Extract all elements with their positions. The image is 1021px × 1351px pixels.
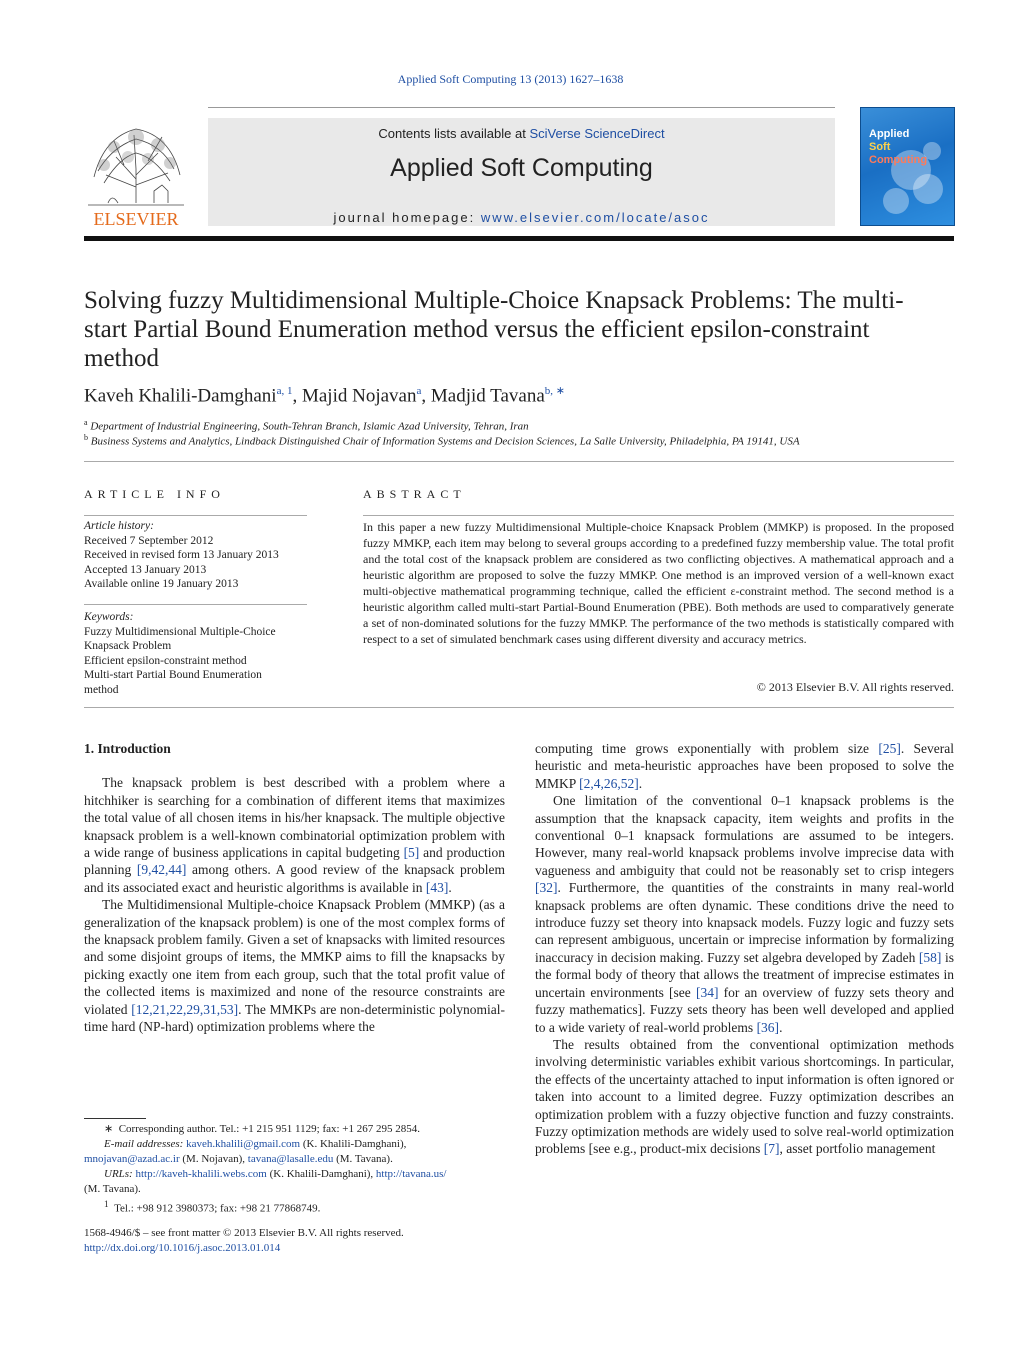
paragraph-text: . — [638, 775, 643, 791]
journal-cover — [860, 107, 955, 226]
reference-link[interactable]: [36] — [756, 1019, 780, 1035]
email-owner: (M. Tavana). — [333, 1153, 393, 1165]
cover-line-3: Computing — [869, 154, 928, 166]
email-label: E-mail addresses: — [104, 1138, 184, 1150]
footnote-emails-cont — [84, 1152, 505, 1167]
affiliation-a — [84, 418, 944, 433]
email-link[interactable]: kaveh.khalili@gmail.com — [186, 1138, 301, 1150]
header-thick-rule — [84, 236, 954, 241]
bottom-meta — [84, 1226, 505, 1256]
author-affil-mark[interactable]: b, ∗ — [544, 385, 565, 397]
article-history — [84, 519, 307, 592]
paragraph-text: . The MMKPs are non-deterministic polynomial-time hard (NP-hard) optimization problems where the — [84, 1001, 505, 1035]
paragraph-text: among others. A good review of the knapsack problem and its associated exact and heuristic algorithms is available in — [84, 862, 505, 895]
body-column-left — [84, 740, 505, 1036]
cover-line-1: Applied — [869, 128, 910, 140]
paragraph-text: . Several heuristic and meta-heuristic approaches have been proposed to solve the MMKP — [535, 741, 954, 791]
body-column-right — [535, 740, 954, 1158]
homepage-prefix: journal homepage: — [333, 210, 481, 225]
body-paragraph — [535, 792, 954, 1036]
affiliation-text: Department of Industrial Engineering, South-Tehran Branch, Islamic Azad University, Tehran, Iran — [90, 420, 529, 433]
homepage-link[interactable]: www.elsevier.com/locate/asoc — [480, 210, 710, 225]
contents-prefix: Contents lists available at — [378, 126, 530, 141]
journal-homepage — [208, 210, 835, 225]
header-top-rule — [208, 107, 835, 108]
history-item: Received 7 September 2012 — [84, 534, 214, 547]
abstract-bottom-rule — [84, 707, 954, 708]
history-item: Received in revised form 13 January 2013 — [84, 549, 279, 561]
reference-link[interactable]: [58] — [918, 949, 942, 965]
email-owner: (M. Nojavan), — [179, 1153, 248, 1165]
reference-link[interactable]: [43] — [425, 879, 449, 895]
body-paragraph — [84, 896, 505, 1035]
keyword-item: Knapsack Problem — [84, 640, 172, 652]
abstract-heading: ABSTRACT — [363, 487, 466, 501]
contents-line — [208, 126, 835, 141]
urls-label: URLs: — [104, 1168, 133, 1180]
email-link[interactable]: tavana@lasalle.edu — [247, 1153, 334, 1165]
keyword-item: Multi-start Partial Bound Enumeration — [84, 669, 262, 681]
sciencedirect-link[interactable]: SciVerse ScienceDirect — [529, 126, 665, 141]
reference-link[interactable]: [9,42,44] — [136, 862, 187, 878]
reference-link[interactable]: [5] — [403, 845, 420, 861]
footnote-rule — [84, 1118, 146, 1119]
affiliation-text: Business Systems and Analytics, Lindback Distinguished Chair of Information Systems and Decision Sciences, La Salle University, Philadelphia, PA 19141, USA — [90, 435, 800, 448]
paragraph-text: The results obtained from the conventional optimization methods involving deterministic variables exhibit various shortcomings. In particular, the effects of the uncertainty attached to input information is often ignored or taken into account to a limited degree. Fuzzy optimization describes an optimization problem with a fuzzy objective function and fuzzy constraints. Fuzzy optimization methods are widely used to solve real-world optimization problems [see e.g., product-mix decisions — [535, 1036, 954, 1157]
cover-line-2: Soft — [869, 141, 891, 153]
author-name: Majid Nojavan — [301, 385, 417, 407]
body-paragraph — [84, 774, 505, 896]
affiliation-mark: b — [84, 433, 88, 442]
body-paragraph — [535, 1036, 954, 1158]
abstract-copyright: © 2013 Elsevier B.V. All rights reserved. — [756, 680, 954, 694]
affiliation-mark: a — [84, 418, 88, 427]
url-owner: (K. Khalili-Damghani), — [266, 1168, 376, 1180]
keywords — [84, 610, 307, 697]
cover-bubble — [913, 174, 943, 204]
elsevier-tree-icon — [84, 117, 188, 229]
elsevier-wordmark: ELSEVIER — [93, 209, 179, 229]
paragraph-text: One limitation of the conventional 0–1 knapsack problems is the assumption that the knapsack capacity, item weights and profits in the conventional 0–1 knapsack formulations are assumed to be integers. However, many real-world knapsack problems involve imprecise data with vagueness and ambiguity that could not be reasonably set to crisp integers — [535, 793, 954, 878]
abstract-rule — [363, 515, 954, 516]
footnote-urls-cont: (M. Tavana). — [84, 1183, 141, 1195]
author-affil-mark[interactable]: a, 1 — [276, 385, 293, 397]
paragraph-text: for an overview of fuzzy sets theory and fuzzy mathematics]. Fuzzy sets theory has been well developed and applied to a wide variety of real-world problems — [535, 984, 954, 1035]
paragraph-text: computing time grows exponentially with problem size — [535, 741, 879, 756]
footnote-text: Corresponding author. Tel.: +1 215 951 1129; fax: +1 267 295 2854. — [118, 1123, 420, 1135]
footnote-mark: 1 — [104, 1199, 109, 1209]
issn-line: 1568-4946/$ – see front matter © 2013 Elsevier B.V. All rights reserved. — [84, 1227, 404, 1239]
section-heading-introduction: 1. Introduction — [84, 741, 171, 756]
journal-citation[interactable]: Applied Soft Computing 13 (2013) 1627–1638 — [397, 72, 624, 86]
reference-link[interactable]: [7] — [763, 1141, 780, 1157]
footnote-corresponding — [84, 1122, 505, 1137]
reference-link[interactable]: [34] — [695, 984, 719, 1000]
url-link[interactable]: http://tavana.us/ — [375, 1168, 447, 1180]
keywords-label: Keywords: — [84, 611, 134, 623]
email-link[interactable]: mnojavan@azad.ac.ir — [84, 1153, 180, 1165]
paragraph-text: is the formal body of theory that allows the treatment of imprecise estimates in uncertain environments [see — [535, 949, 954, 1000]
author-name: Kaveh Khalili-Damghani — [84, 385, 277, 407]
author-affil-mark[interactable]: a — [416, 385, 422, 397]
reference-link[interactable]: [32] — [535, 880, 558, 896]
keywords-rule — [84, 604, 307, 605]
paragraph-text: , asset portfolio management — [779, 1141, 936, 1157]
journal-header — [208, 118, 835, 226]
reference-link[interactable]: [12,21,22,29,31,53] — [131, 1001, 239, 1017]
footnote-mark: ∗ — [104, 1123, 114, 1135]
history-item: Available online 19 January 2013 — [84, 578, 239, 590]
keyword-item: Efficient epsilon-constraint method — [84, 654, 247, 667]
doi-link[interactable]: http://dx.doi.org/10.1016/j.asoc.2013.01.014 — [84, 1242, 281, 1254]
article-info-heading: ARTICLE INFO — [84, 487, 225, 501]
history-label: Article history: — [84, 520, 154, 532]
paragraph-text: . Furthermore, the quantities of the constraints in many real-world knapsack problems are often dynamic. These conditions drive the need to introduce fuzzy set theory into knapsack models. Fuzzy logic and fuzzy sets can represent ambiguous, uncertain or imprecise information by formalizing inaccuracy in decision making. Fuzzy set algebra developed by Zadeh — [535, 880, 954, 965]
keyword-item: Fuzzy Multidimensional Multiple-Choice — [84, 625, 276, 638]
affiliation-rule — [84, 461, 954, 462]
email-owner: (K. Khalili-Damghani), — [300, 1138, 407, 1150]
author-separator: , — [421, 385, 431, 407]
body-paragraph — [535, 740, 954, 792]
footnote-urls — [84, 1167, 505, 1182]
footnote-1 — [84, 1197, 505, 1217]
paragraph-text: The knapsack problem is best described with a problem where a hitchhiker is searching for a combination of different items that maximizes the total value of all chosen items in his/her knapsack. The multiple objective knapsack problem is a well-known combinatorial optimization problem with a wide range of business applications in capital budgeting — [84, 775, 505, 861]
footnotes — [84, 1122, 505, 1217]
url-link[interactable]: http://kaveh-khalili.webs.com — [135, 1168, 267, 1180]
paragraph-text: and production planning — [84, 845, 505, 878]
history-item: Accepted 13 January 2013 — [84, 563, 207, 576]
footnote-emails — [84, 1137, 505, 1152]
article-info-rule — [84, 515, 307, 516]
paragraph-text: The Multidimensional Multiple-choice Knapsack Problem (MMKP) (as a generalization of the knapsack problem) is one of the most complex forms of the knapsack problem family. Given a set of knapsacks with limited resources and some disjoint groups of items, the MMKP aims to fill the knapsacks by picking exactly one item from each group, such that the total profit value of the collected items is maximized and none of the resource constraints are violated — [84, 897, 505, 1017]
footnote-text: Tel.: +98 912 3980373; fax: +98 21 77868749. — [114, 1202, 321, 1215]
author-name: Madjid Tavana — [430, 385, 545, 407]
paragraph-text: . — [779, 1019, 783, 1035]
cover-title — [869, 128, 927, 167]
reference-link[interactable]: [2,4,26,52] — [579, 775, 639, 791]
article-title: Solving fuzzy Multidimensional Multiple-Choice Knapsack Problems: The multi-start Partial Bound Enumeration method versus the efficient epsilon-constraint method — [84, 287, 904, 372]
cover-bubble — [883, 188, 909, 214]
author-list — [84, 384, 944, 407]
author-separator: , — [292, 385, 302, 407]
journal-title: Applied Soft Computing — [390, 154, 653, 182]
abstract-text: In this paper a new fuzzy Multidimensional Multiple-choice Knapsack Problem (MMKP) is proposed. In the proposed fuzzy MMKP, each item may belong to several groups according to a predefined fuzzy membership value. The total profit and the total cost of the knapsack problem are considered as two conflicting objectives. A mathematical approach and a heuristic algorithm are proposed to solve the fuzzy MMKP. One method is an improved version of a well-known exact multi-objective mathematical programming technique, called the efficient ε-constraint method. The second method is a heuristic algorithm called multi-start Partial-Bound Enumeration (PBE). Both methods are used to comparatively generate a set of non-dominated solutions for the fuzzy MMKP. The performance of the two methods is statistically compared with respect to a set of simulated benchmark cases using different diversity and accuracy metrics. — [363, 520, 954, 646]
reference-link[interactable]: [25] — [878, 741, 901, 756]
paragraph-text: . — [448, 879, 452, 895]
affiliation-b — [84, 433, 944, 448]
keyword-item: method — [84, 683, 119, 696]
elsevier-logo — [84, 117, 188, 229]
